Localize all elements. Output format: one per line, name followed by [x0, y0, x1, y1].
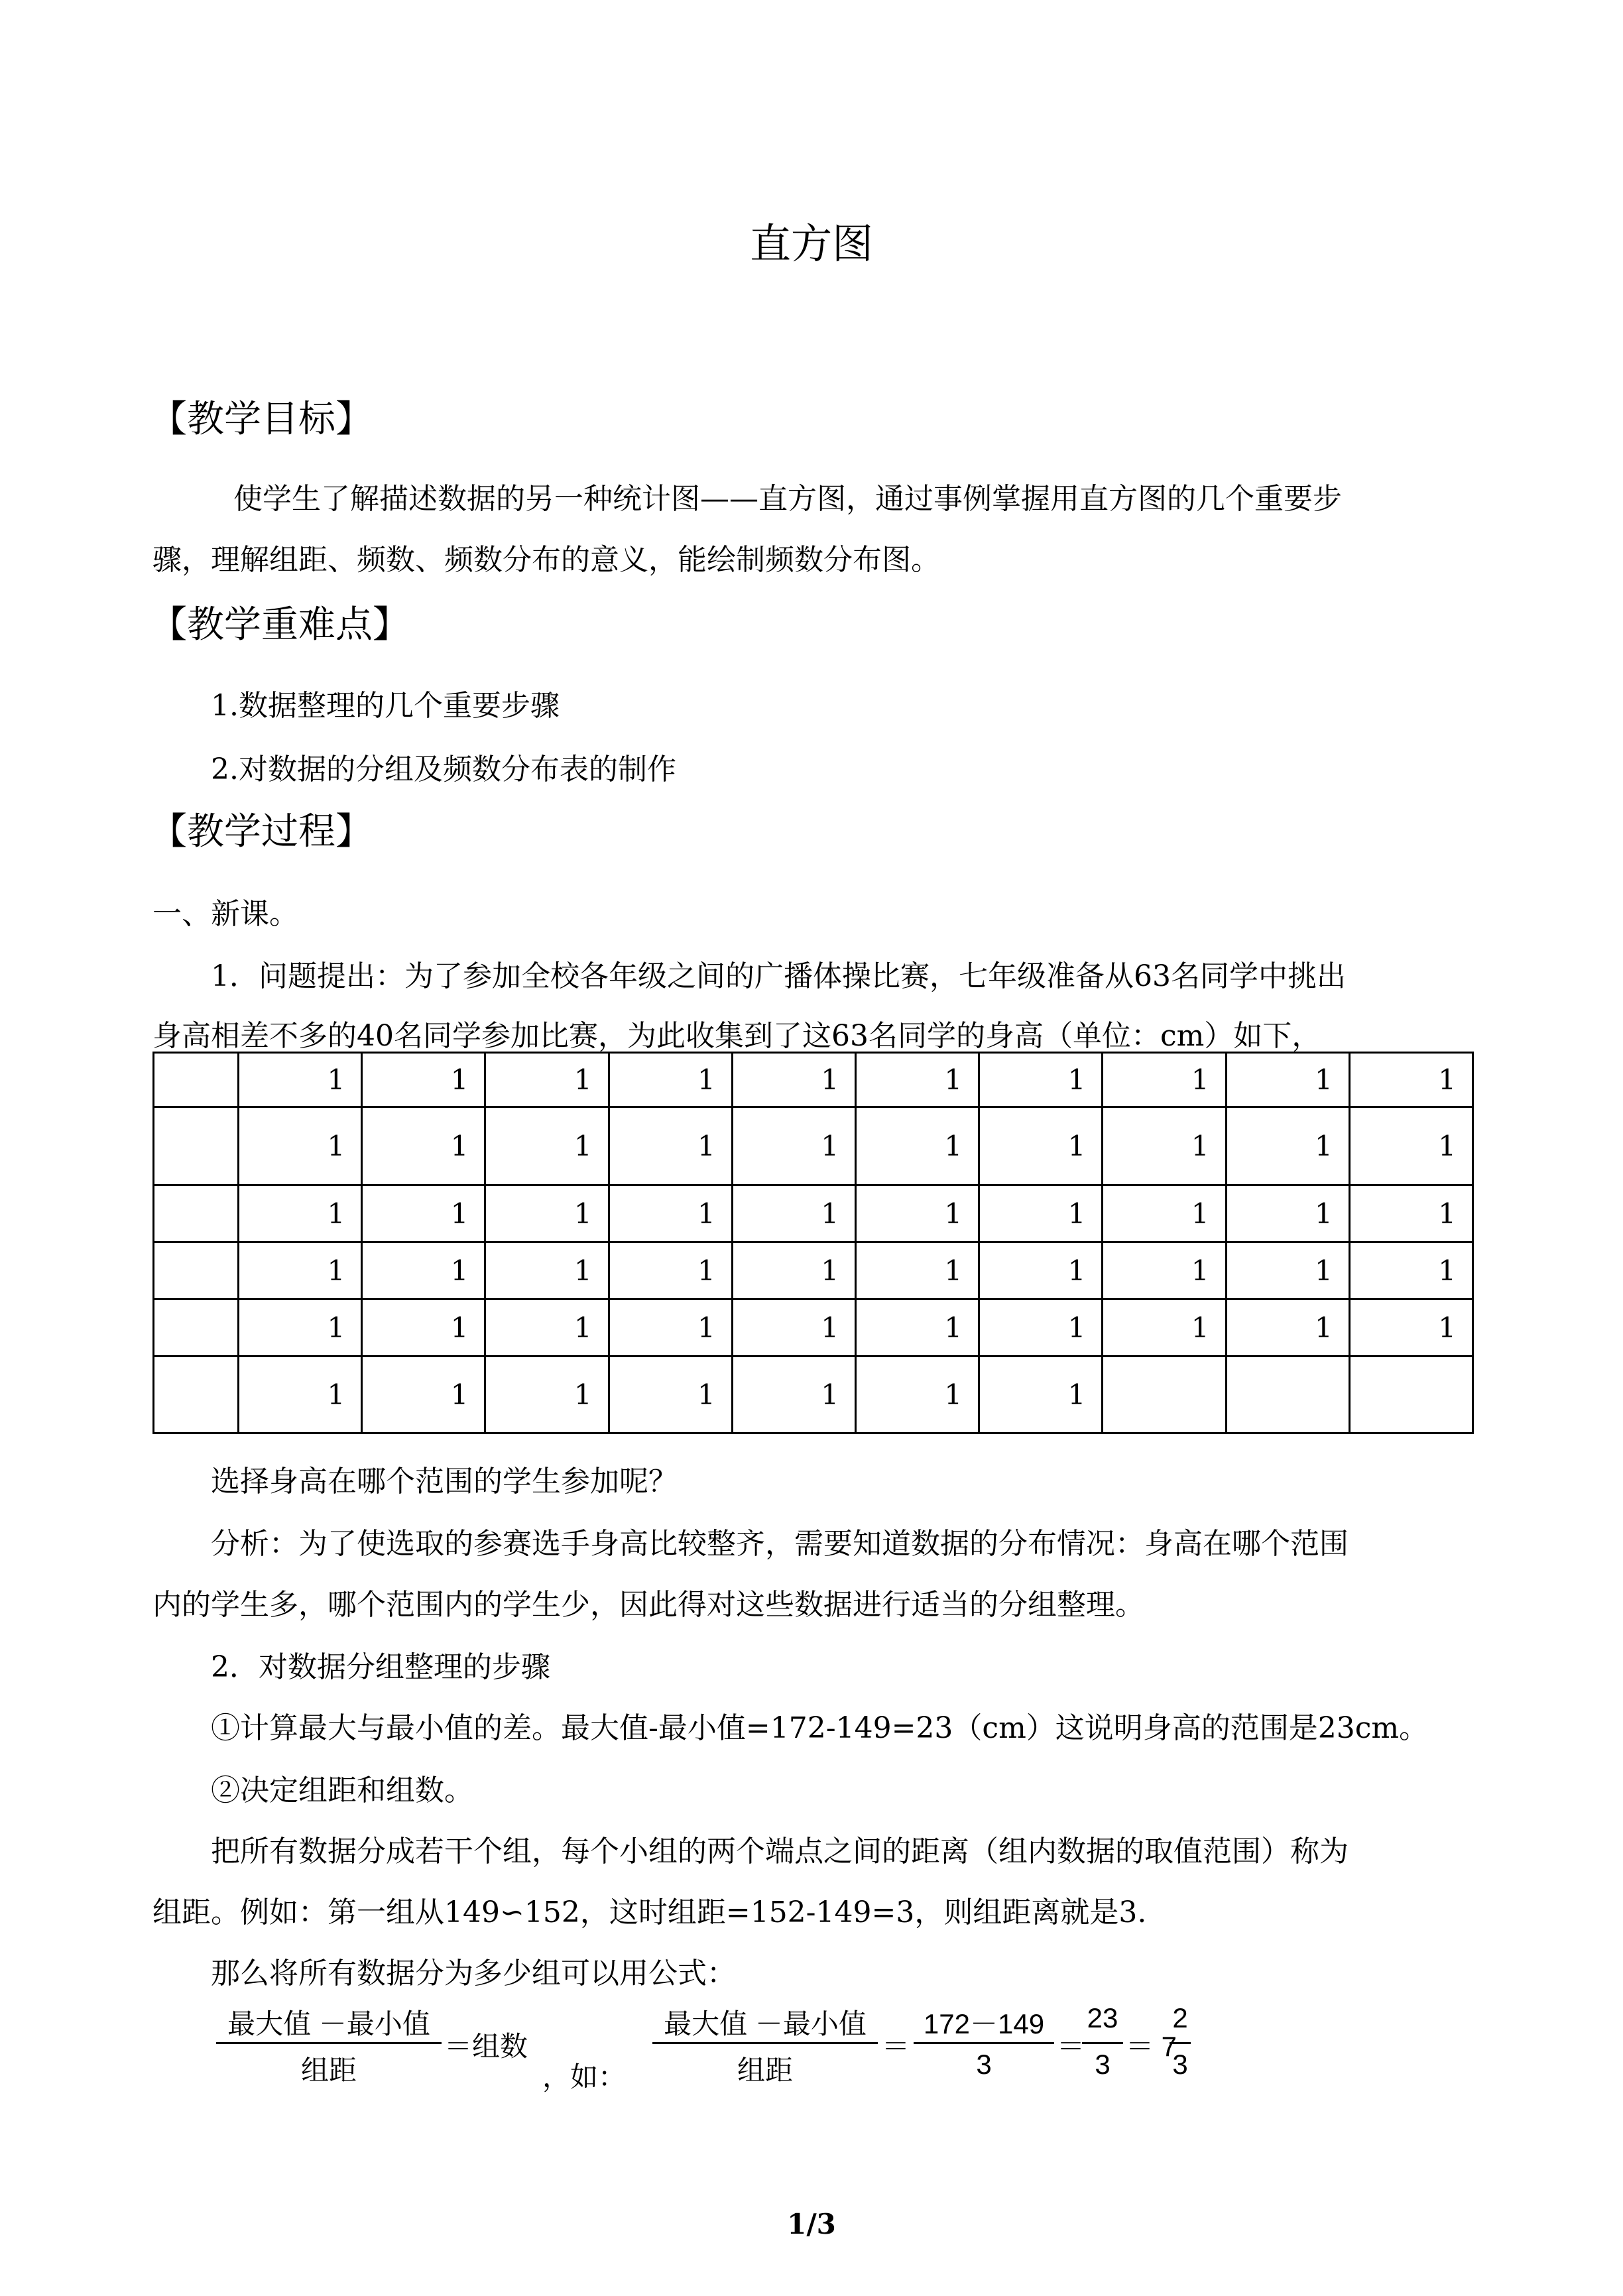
table-cell: 1 — [732, 1242, 855, 1299]
section-process: 【教学过程】 — [150, 810, 373, 853]
formula-separator: ，如： — [542, 2061, 627, 2093]
table-cell: 1 — [239, 1357, 362, 1433]
mixed-number-numerator: 2 — [1172, 2002, 1188, 2033]
table-cell: 1 — [1349, 1107, 1473, 1185]
formula2-equals-3: ＝ 7 — [1126, 2031, 1177, 2062]
table-cell: 1 — [609, 1053, 732, 1107]
table-cell: 1 — [1103, 1053, 1226, 1107]
mixed-number-bar — [1170, 2042, 1191, 2044]
table-cell: 1 — [1226, 1107, 1349, 1185]
table-cell: 1 — [1103, 1299, 1226, 1357]
table-cell: 1 — [485, 1242, 609, 1299]
table-cell: 1 — [609, 1299, 732, 1357]
objectives-line-1: 使学生了解描述数据的另一种统计图——直方图，通过事例掌握用直方图的几个重要步 — [233, 482, 1342, 516]
process-heading: 一、新课。 — [152, 897, 298, 931]
table-cell: 1 — [732, 1299, 855, 1357]
analysis-line-2: 内的学生多，哪个范围内的学生少，因此得对这些数据进行适当的分组整理。 — [152, 1588, 1144, 1622]
formula1-result: ＝组数 — [444, 2031, 528, 2062]
table-cell — [154, 1357, 239, 1433]
objectives-line-2: 骤，理解组距、频数、频数分布的意义，能绘制频数分布图。 — [152, 543, 940, 577]
step-a: ①计算最大与最小值的差。最大值-最小值=172-149=23（cm）这说明身高的范围是23cm。 — [211, 1711, 1429, 1745]
table-cell: 1 — [362, 1242, 485, 1299]
table-cell: 1 — [1349, 1242, 1473, 1299]
table-cell: 1 — [1349, 1299, 1473, 1357]
table-row — [154, 1242, 1473, 1299]
table-cell: 1 — [362, 1053, 485, 1107]
table-cell: 1 — [979, 1107, 1103, 1185]
table-cell: 1 — [609, 1357, 732, 1433]
table-cell: 1 — [239, 1299, 362, 1357]
formula2-numerator: 最大值 －最小值 — [664, 2008, 867, 2039]
table-cell: 1 — [979, 1357, 1103, 1433]
table-row — [154, 1299, 1473, 1357]
table-row — [154, 1185, 1473, 1242]
table-cell: 1 — [1103, 1107, 1226, 1185]
section-objectives: 【教学目标】 — [150, 398, 373, 441]
table-cell: 1 — [855, 1185, 979, 1242]
table-cell: 1 — [1226, 1299, 1349, 1357]
problem-line-2: 身高相差不多的40名同学参加比赛，为此收集到了这63名同学的身高（单位：cm）如下， — [152, 1019, 1321, 1053]
table-cell: 1 — [362, 1107, 485, 1185]
formula2-equals-1: ＝ — [882, 2031, 910, 2062]
formula2-simplified-bar — [1082, 2042, 1123, 2044]
table-cell: 1 — [979, 1185, 1103, 1242]
table-cell: 1 — [485, 1299, 609, 1357]
table-cell: 1 — [239, 1053, 362, 1107]
table-cell — [154, 1242, 239, 1299]
table-cell — [1349, 1357, 1473, 1433]
table-cell — [1103, 1357, 1226, 1433]
page-number: 1/3 — [787, 2208, 836, 2240]
table-cell — [154, 1053, 239, 1107]
table-cell: 1 — [609, 1185, 732, 1242]
formula2-denominator: 组距 — [737, 2055, 793, 2086]
step-2-heading: 2．对数据分组整理的步骤 — [211, 1650, 550, 1684]
table-cell: 1 — [609, 1242, 732, 1299]
table-cell: 1 — [1226, 1053, 1349, 1107]
table-cell: 1 — [1349, 1185, 1473, 1242]
table-cell: 1 — [855, 1357, 979, 1433]
table-cell: 1 — [1103, 1185, 1226, 1242]
group-definition-line-1: 把所有数据分成若干个组，每个小组的两个端点之间的距离（组内数据的取值范围）称为 — [211, 1835, 1349, 1868]
question-text: 选择身高在哪个范围的学生参加呢？ — [211, 1465, 678, 1498]
table-row — [154, 1357, 1473, 1433]
table-cell: 1 — [239, 1107, 362, 1185]
table-cell: 1 — [485, 1357, 609, 1433]
problem-line-1: 1．问题提出：为了参加全校各年级之间的广播体操比赛，七年级准备从63名同学中挑出 — [211, 959, 1346, 993]
table-cell: 1 — [1103, 1242, 1226, 1299]
table-cell: 1 — [1349, 1053, 1473, 1107]
table-cell: 1 — [979, 1053, 1103, 1107]
table-cell: 1 — [855, 1107, 979, 1185]
table-cell: 1 — [239, 1185, 362, 1242]
table-cell: 1 — [732, 1053, 855, 1107]
page-title: 直方图 — [749, 219, 873, 268]
table-cell: 1 — [485, 1185, 609, 1242]
table-cell: 1 — [855, 1242, 979, 1299]
table-cell: 1 — [362, 1357, 485, 1433]
table-cell — [1226, 1357, 1349, 1433]
table-cell — [154, 1185, 239, 1242]
group-definition-line-2: 组距。例如：第一组从149∽152，这时组距=152-149=3，则组距离就是3. — [152, 1896, 1147, 1929]
formula1-denominator: 组距 — [300, 2055, 357, 2086]
table-cell: 1 — [362, 1299, 485, 1357]
formula1-numerator: 最大值 －最小值 — [227, 2008, 430, 2039]
analysis-line-1: 分析：为了使选取的参赛选手身高比较整齐，需要知道数据的分布情况：身高在哪个范围 — [211, 1527, 1349, 1561]
table-row — [154, 1107, 1473, 1185]
formula2-values-bar — [914, 2042, 1054, 2044]
formula2-numerator-values: 172－149 — [923, 2008, 1045, 2039]
table-cell: 1 — [732, 1357, 855, 1433]
key-point-2: 2.对数据的分组及频数分布表的制作 — [211, 753, 676, 786]
step-b: ②决定组距和组数。 — [211, 1774, 473, 1807]
table-row — [154, 1053, 1473, 1107]
formula2-fraction-bar — [652, 2042, 878, 2044]
table-cell: 1 — [485, 1107, 609, 1185]
table-cell: 1 — [239, 1242, 362, 1299]
table-cell: 1 — [1226, 1185, 1349, 1242]
table-cell: 1 — [362, 1185, 485, 1242]
formula1-fraction-bar — [216, 2042, 442, 2044]
mixed-number-denominator: 3 — [1172, 2049, 1188, 2080]
table-cell: 1 — [979, 1299, 1103, 1357]
formula2-simplified-numerator: 23 — [1087, 2002, 1118, 2033]
key-point-1: 1.数据整理的几个重要步骤 — [211, 689, 560, 723]
table-cell: 1 — [1226, 1242, 1349, 1299]
table-cell: 1 — [979, 1242, 1103, 1299]
table-cell: 1 — [732, 1185, 855, 1242]
table-cell: 1 — [855, 1299, 979, 1357]
section-key-points: 【教学重难点】 — [150, 603, 410, 646]
formula-intro: 那么将所有数据分为多少组可以用公式： — [211, 1957, 736, 1990]
formula2-equals-2: ＝ — [1057, 2031, 1085, 2062]
height-data-table — [152, 1052, 1474, 1434]
table-cell — [154, 1107, 239, 1185]
table-cell: 1 — [609, 1107, 732, 1185]
table-cell: 1 — [855, 1053, 979, 1107]
formula2-denominator-values: 3 — [976, 2049, 992, 2080]
table-cell: 1 — [485, 1053, 609, 1107]
table-cell — [154, 1299, 239, 1357]
formula2-simplified-denominator: 3 — [1095, 2049, 1111, 2080]
table-cell: 1 — [732, 1107, 855, 1185]
